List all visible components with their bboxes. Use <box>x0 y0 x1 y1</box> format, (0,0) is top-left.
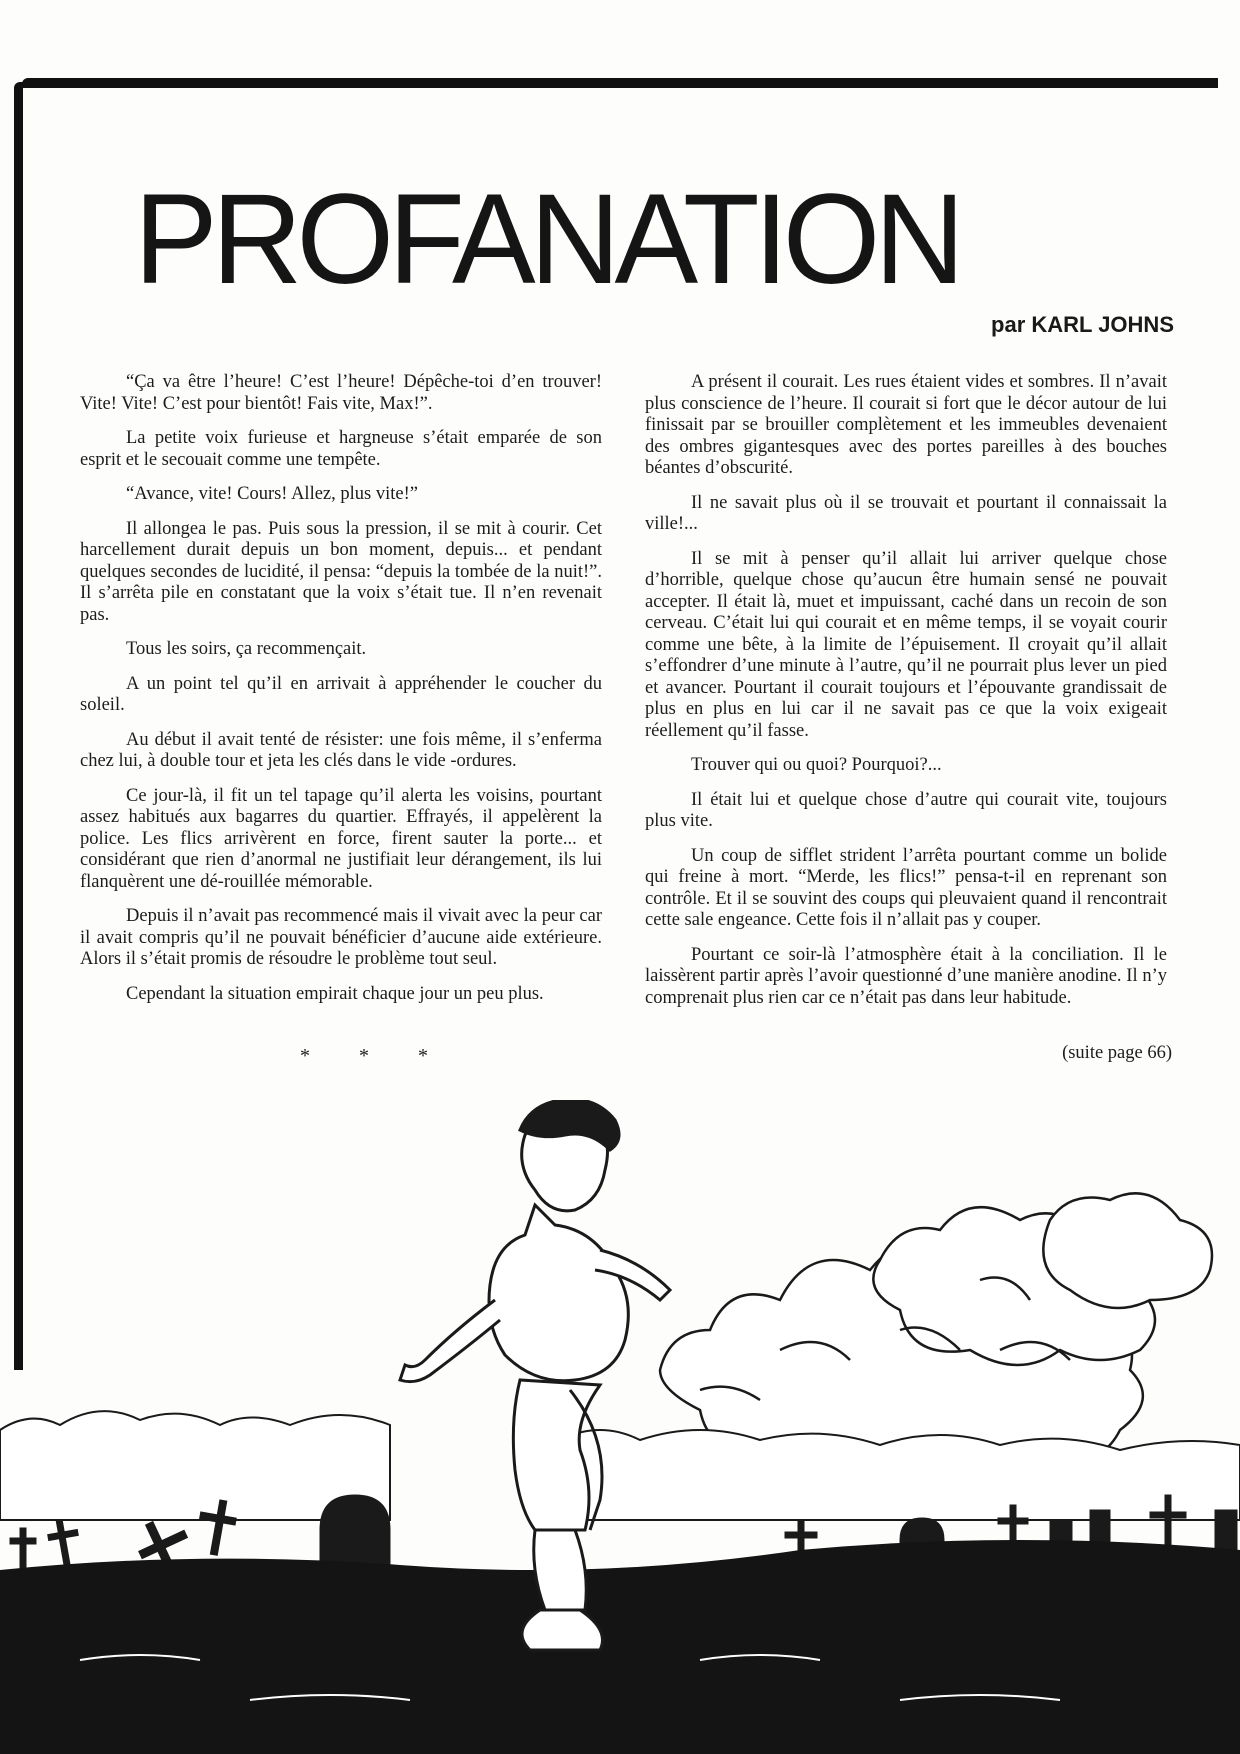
paragraph: Trouver qui ou quoi? Pourquoi?... <box>691 755 942 775</box>
paragraph: Pourtant ce soir-là l’atmosphère était à la conciliation. Il le laissèrent partir après l’avoir questionné d’une manière anodine. Il n’y comprenait plus rien car ce n’était pas dans leur habitude. <box>645 944 1167 1008</box>
graveyard-ground <box>0 1540 1240 1754</box>
paragraph: Au début il avait tenté de résister: une fois même, il s’enferma chez lui, à double tour et jeta les clés dans le vide -ordures. <box>80 729 602 771</box>
paragraph: “Ça va être l’heure! C’est l’heure! Dépêche-toi d’en trouver! Vite! Vite! C’est pour bientôt! Fais vite, Max!”. <box>80 372 602 414</box>
graveyard-illustration <box>0 1100 1240 1754</box>
paragraph: Ce jour-là, il fit un tel tapage qu’il alerta les voisins, pourtant assez habitués aux bagarres du quartier. Effrayés, il appelèrent la police. Les flics arrivèrent en force, firent sauter la porte... et considérant que rien d’anormal ne justifiait leur dérangement, ils lui flanquèrent une dé-rouillée mémorable. <box>80 785 602 892</box>
paragraph: La petite voix furieuse et hargneuse s’était emparée de son esprit et le secouait comme une tempête. <box>80 428 602 470</box>
paragraph: Il se mit à penser qu’il allait lui arriver quelque chose d’horrible, quelque chose qu’aucun être humain sensé ne pouvait accepter. Il était là, muet et impuissant, caché dans un recoin de son cerveau. C’était lui qui courait et en même temps, il se voyait courir comme une bête, à la limite de l’épuisement. Il croyait qu’il allait s’effondrer d’une minute à l’autre, qu’il ne pourrait plus lever un pied et avancer. Pourtant il courait toujours et l’épouvante grandissait de plus en plus en lui car il ne savait pas ce que la voix exigeait réellement qu’il fasse. <box>645 548 1167 741</box>
paragraph: Un coup de sifflet strident l’arrêta pourtant comme un bolide qui freine à mort. “Merde, les flics!” pensa-t-il en reprenant son contrôle. Et il se souvint des coups qui pleuvaient quand il rencontrait cette sale engeance. Cette fois il n’allait pas y couper. <box>645 845 1167 930</box>
paragraph: “Avance, vite! Cours! Allez, plus vite!” <box>126 484 418 504</box>
paragraph: Il allongea le pas. Puis sous la pression, il se mit à courir. Cet harcellement durait depuis un bon moment, depuis... et pendant quelques secondes de lucidité, il pensa: “depuis la tombée de la nuit!”. Il s’arrêta pile en constatant que la voix s’était tue. Il n’en revenait pas. <box>80 518 602 625</box>
paragraph: A un point tel qu’il en arrivait à appréhender le coucher du soleil. <box>80 673 602 715</box>
left-column <box>80 372 602 1018</box>
continued-notice: (suite page 66) <box>1062 1043 1172 1063</box>
paragraph: Il était lui et quelque chose d’autre qui courait vite, toujours plus vite. <box>645 789 1167 831</box>
frame-top-border <box>22 78 1218 88</box>
paragraph: Il ne savait plus où il se trouvait et pourtant il connaissait la ville!... <box>645 492 1167 534</box>
paragraph: Cependant la situation empirait chaque jour un peu plus. <box>126 983 544 1004</box>
paragraph: Depuis il n’avait pas recommencé mais il vivait avec la peur car il avait compris qu’il ne pouvait bénéficier d’aucune aide extérieure. Alors il s’était promis de résoudre le problème tout seul. <box>80 906 602 969</box>
article-byline: par KARL JOHNS <box>991 312 1174 337</box>
right-column <box>645 372 1167 1022</box>
article-title: PROFANATION <box>134 168 960 311</box>
paragraph: Tous les soirs, ça recommençait. <box>126 639 367 659</box>
paragraph: A présent il courait. Les rues étaient vides et sombres. Il n’avait plus conscience de l’heure. Il courait si fort que le décor autour de lui finissait par se brouiller complètement et les immeubles devenaient des ombres gigantesques avec des portes pareilles à des bouches béantes d’obscurité. <box>645 372 1167 478</box>
section-separator: * * * <box>300 1045 450 1067</box>
